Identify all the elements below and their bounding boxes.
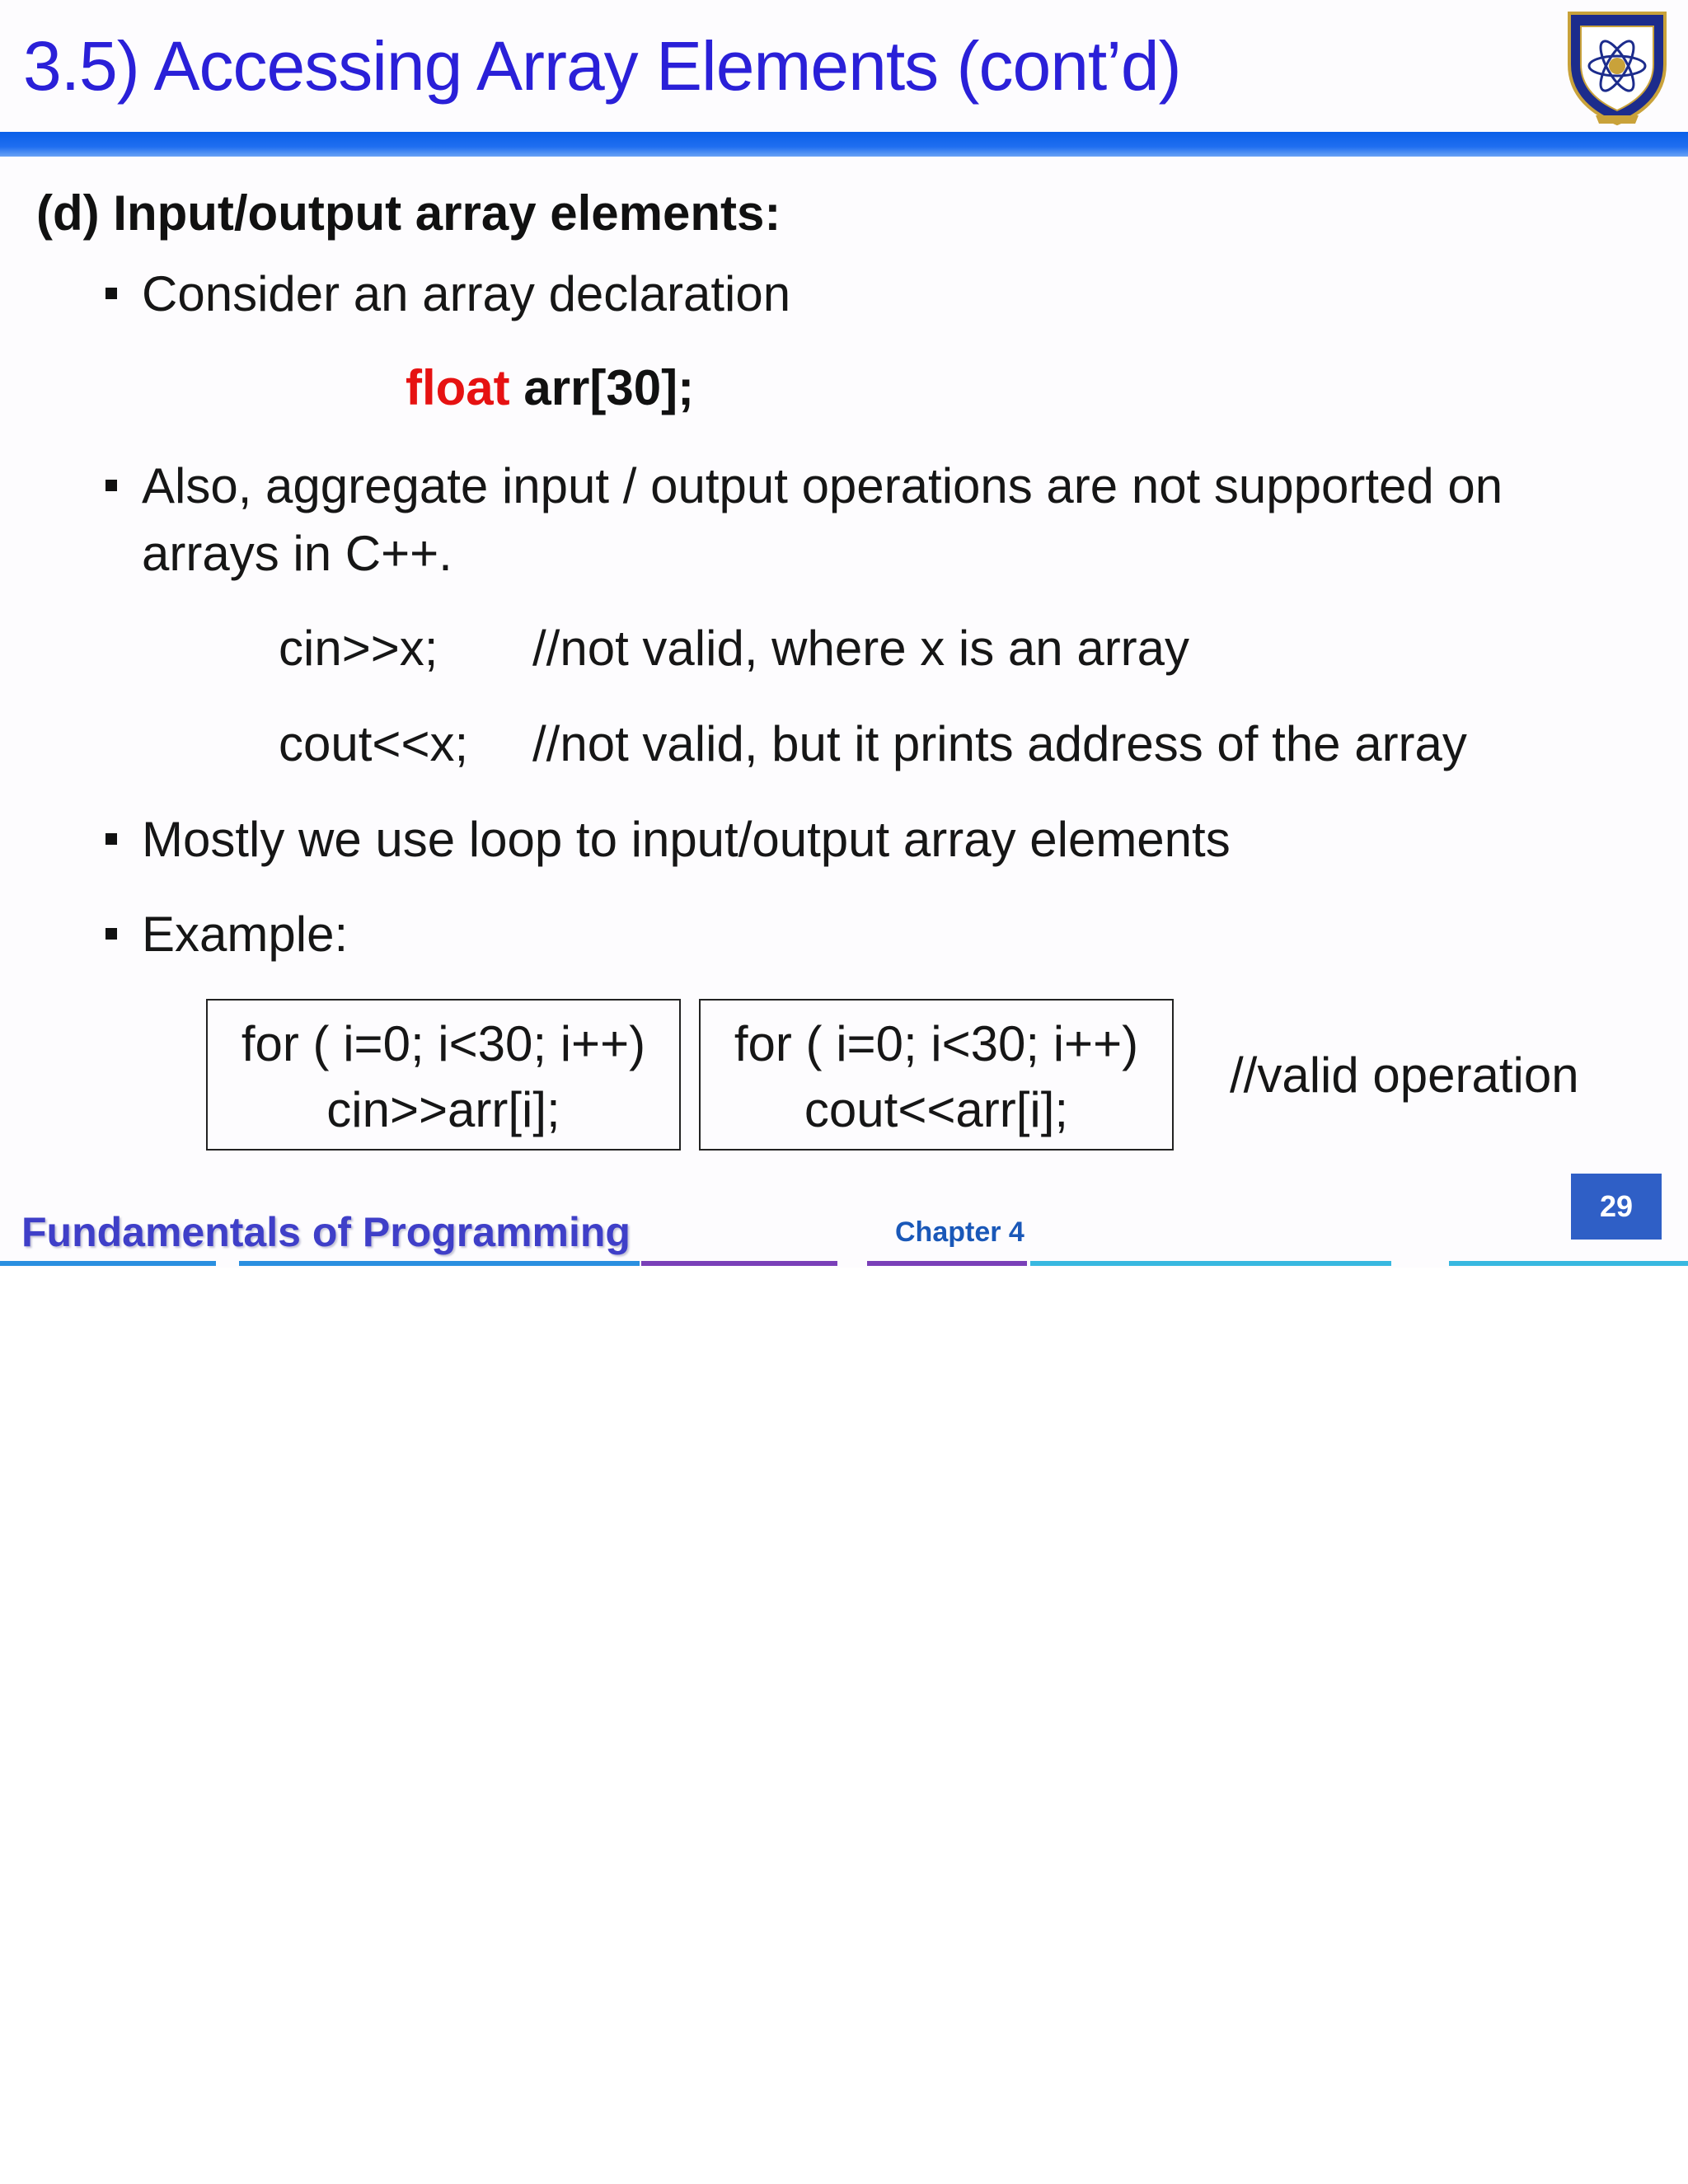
footer-course-title: Fundamentals of Programming [21, 1209, 631, 1255]
footer-divider [641, 1261, 837, 1266]
example-box-input [206, 999, 681, 1151]
bullet-marker [106, 928, 117, 940]
section-subheading: (d) Input/output array elements: [36, 185, 781, 241]
bullet-text-loop: Mostly we use loop to input/output array elements [142, 812, 1231, 867]
keyword-float: float [406, 360, 510, 415]
bullet-marker [106, 480, 117, 491]
page-number-badge: 29 [1571, 1174, 1662, 1240]
example-input-loop: for ( i=0; i<30; i++) [241, 1016, 646, 1071]
invalid-comment-cout: //not valid, but it prints address of the array [532, 716, 1467, 771]
example-output-loop: for ( i=0; i<30; i++) [734, 1016, 1139, 1071]
array-declaration [406, 359, 694, 416]
title-underline-bar [0, 132, 1688, 157]
footer-divider [239, 1261, 640, 1266]
bullet-marker [106, 288, 117, 299]
example-box-output [699, 999, 1174, 1151]
example-input-body: cin>>arr[i]; [326, 1082, 560, 1137]
bullet-text-aggregate-line2: arrays in C++. [142, 526, 452, 581]
footer-divider [0, 1261, 216, 1266]
footer-divider [1030, 1261, 1391, 1266]
footer-divider [867, 1261, 1027, 1266]
bullet-text-example: Example: [142, 907, 349, 962]
invalid-code-cin: cin>>x; [279, 621, 438, 676]
slide-title: 3.5) Accessing Array Elements (cont’d) [23, 27, 1181, 105]
invalid-code-cout: cout<<x; [279, 716, 469, 771]
footer-divider [1449, 1261, 1688, 1266]
invalid-comment-cin: //not valid, where x is an array [532, 621, 1190, 676]
valid-operation-comment: //valid operation [1230, 1047, 1579, 1103]
bullet-text-declaration: Consider an array declaration [142, 266, 791, 321]
bullet-marker [106, 833, 117, 845]
footer-chapter: Chapter 4 [895, 1216, 1025, 1248]
example-output-body: cout<<arr[i]; [804, 1082, 1069, 1137]
bullet-text-aggregate-line1: Also, aggregate input / output operations are not supported on [142, 458, 1503, 513]
declaration-rest: arr[30]; [509, 360, 695, 415]
university-seal-logo [1563, 7, 1672, 129]
